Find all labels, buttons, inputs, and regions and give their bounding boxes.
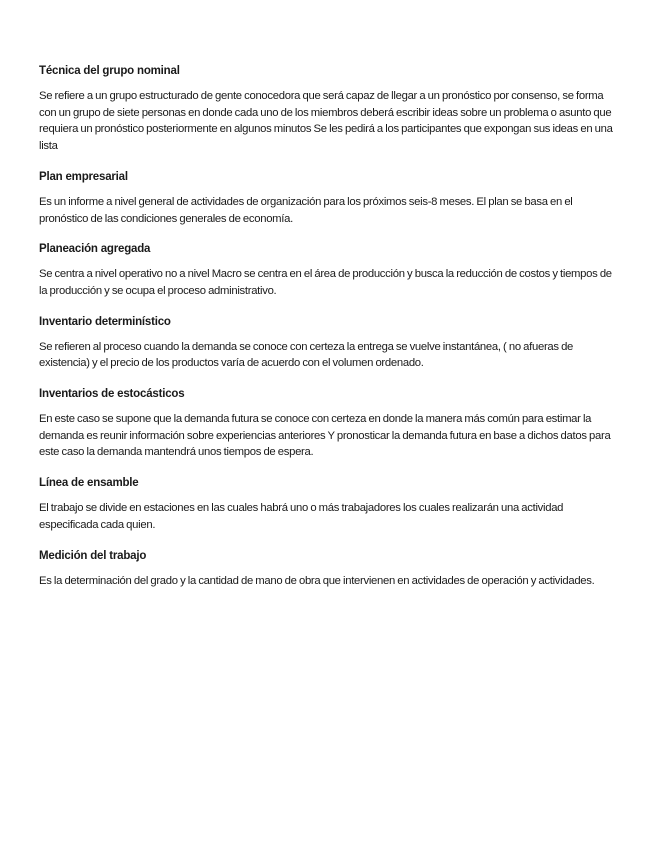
section-title: Medición del trabajo bbox=[39, 549, 147, 562]
section-body: El trabajo se divide en estaciones en las cuales habrá uno o más trabajadores los cuales realizarán una actividad especificada cada quien. bbox=[39, 502, 564, 531]
section-body: Se refiere a un grupo estructurado de gente conocedora que será capaz de llegar a un pronóstico por consenso, se forma con un grupo de siete personas en donde cada uno de los miembros deberá escribir ideas sobre un problema o asunto que requiera un pronóstico posteriormente en algunos minutos Se les pedirá a los participantes que expongan sus ideas en una lista bbox=[39, 90, 613, 153]
section-title: Técnica del grupo nominal bbox=[39, 65, 180, 77]
section-linea-ensamble bbox=[39, 475, 619, 533]
section-body: En este caso se supone que la demanda futura se conoce con certeza en donde la manera más común para estimar la demanda es reunir información sobre experiencias anteriores Y pronosticar la demanda futura en base a dichos datos para este caso la demanda mantendrá unos tiempos de espera. bbox=[39, 413, 611, 459]
section-title: Planeación agregada bbox=[39, 243, 151, 256]
section-body: Se centra a nivel operativo no a nivel Macro se centra en el área de producción y busca la reducción de costos y tiempos de la producción y se ocupa el proceso administrativo. bbox=[39, 268, 612, 297]
section-grupo-nominal bbox=[39, 63, 619, 155]
section-body: Se refieren al proceso cuando la demanda se conoce con certeza la entrega se vuelve instantánea, ( no afueras de existencia) y el precio de los productos varía de acuerdo con el volumen ordenado. bbox=[39, 340, 574, 370]
section-title: Inventarios de estocásticos bbox=[39, 388, 185, 401]
section-title: Plan empresarial bbox=[39, 170, 128, 183]
section-title: Inventario determinístico bbox=[39, 315, 171, 328]
section-body: Es un informe a nivel general de actividades de organización para los próximos seis-8 meses. El plan se basa en el pronóstico de las condiciones generales de economía. bbox=[39, 195, 573, 225]
section-body: Es la determinación del grado y la cantidad de mano de obra que intervienen en actividades de operación y actividades. bbox=[39, 574, 595, 587]
section-inventario-deterministico bbox=[39, 314, 619, 372]
section-planeacion-agregada bbox=[39, 241, 619, 299]
section-medicion-trabajo bbox=[39, 548, 619, 590]
section-plan-empresarial bbox=[39, 169, 619, 227]
section-title: Línea de ensamble bbox=[39, 477, 139, 490]
section-inventarios-estocasticos bbox=[39, 386, 619, 461]
